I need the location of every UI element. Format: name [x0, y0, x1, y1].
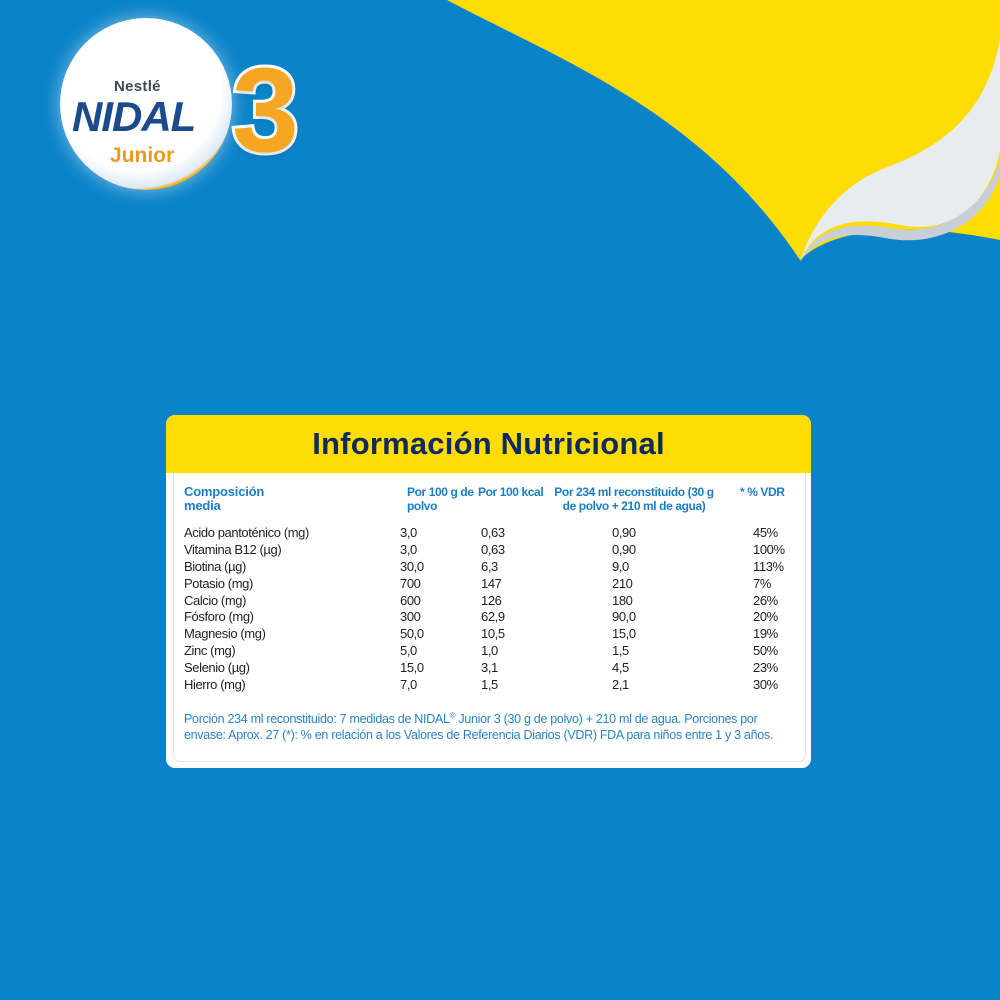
value-per-100g: 300: [400, 609, 421, 625]
logo-product-name: NIDAL: [72, 93, 196, 140]
nutrient-name: Calcio (mg): [184, 592, 247, 608]
value-vdr: 19%: [753, 626, 778, 642]
value-per-100kcal: 62,9: [481, 609, 505, 625]
nutrient-name: Selenio (µg): [184, 660, 250, 676]
value-vdr: 100%: [753, 541, 785, 557]
value-vdr: 113%: [753, 558, 784, 574]
nutrient-name: Fósforo (mg): [184, 609, 254, 625]
nutrition-title: Información Nutricional: [312, 426, 665, 461]
value-per-100g: 7,0: [400, 677, 417, 693]
table-row: [184, 558, 804, 575]
column-header-per-100kcal: Por 100 kcal: [478, 485, 544, 499]
nutrient-name: Potasio (mg): [184, 575, 253, 591]
footnote-text-part-1: Porción 234 ml reconstituido: 7 medidas de NIDAL: [184, 712, 450, 727]
serving-footnote: [184, 708, 799, 743]
value-vdr: 30%: [753, 677, 778, 693]
value-per-234ml: 2,1: [612, 677, 629, 693]
table-row: [184, 592, 804, 609]
nutrient-rows: [184, 524, 804, 693]
value-vdr: 23%: [753, 660, 778, 676]
table-row: [184, 642, 804, 659]
table-row: [184, 625, 804, 642]
brand-logo: [60, 18, 240, 198]
value-per-234ml: 0,90: [612, 525, 636, 540]
value-per-100kcal: 1,5: [481, 677, 498, 693]
value-per-100kcal: 0,63: [481, 525, 505, 540]
nutrition-facts-panel: [166, 415, 811, 768]
table-row: [184, 676, 804, 693]
value-per-100g: 700: [400, 575, 421, 591]
nutrient-name: Biotina (µg): [184, 558, 246, 574]
value-per-234ml: 180: [612, 592, 633, 608]
value-per-100g: 5,0: [400, 643, 417, 659]
registered-mark: ®: [449, 711, 456, 720]
value-per-100kcal: 0,63: [481, 541, 505, 557]
value-per-100g: 600: [400, 592, 421, 608]
value-per-100g: 50,0: [400, 626, 424, 642]
value-per-100kcal: 147: [481, 575, 502, 591]
table-row: [184, 575, 804, 592]
table-row: [184, 608, 804, 625]
nutrient-name: Zinc (mg): [184, 643, 236, 659]
logo-company: Nestlé: [114, 78, 161, 95]
stage-number: 3: [232, 43, 299, 177]
nutrition-table: [173, 473, 806, 762]
value-per-100kcal: 3,1: [481, 660, 498, 676]
value-per-100g: 3,0: [400, 525, 417, 540]
value-per-234ml: 90,0: [612, 609, 636, 625]
column-header-vdr: * % VDR: [740, 485, 785, 499]
value-vdr: 7%: [753, 575, 771, 591]
value-vdr: 50%: [753, 643, 778, 659]
table-row: [184, 659, 804, 676]
column-header-per-234ml: Por 234 ml reconstituido (30 g de polvo + 210 ml de agua): [554, 485, 714, 513]
value-vdr: 20%: [753, 609, 778, 625]
nutrition-header: [166, 415, 811, 473]
value-per-100kcal: 126: [481, 592, 502, 608]
value-per-234ml: 4,5: [612, 660, 629, 676]
nutrient-name: Hierro (mg): [184, 677, 246, 693]
nutrient-name: Magnesio (mg): [184, 626, 266, 642]
column-header-composition: Composición media: [184, 484, 265, 513]
value-per-100kcal: 6,3: [481, 558, 498, 574]
logo-product-line: Junior: [110, 144, 175, 167]
value-per-100g: 3,0: [400, 541, 417, 557]
value-vdr: 26%: [753, 592, 778, 608]
value-per-234ml: 0,90: [612, 541, 636, 557]
value-vdr: 45%: [753, 525, 778, 540]
value-per-234ml: 15,0: [612, 626, 636, 642]
table-row: [184, 541, 804, 558]
nutrient-name: Vitamina B12 (µg): [184, 541, 282, 557]
value-per-100kcal: 1,0: [481, 643, 498, 659]
value-per-234ml: 210: [612, 575, 633, 591]
value-per-100g: 30,0: [400, 558, 424, 574]
table-row: [184, 524, 804, 541]
nutrient-name: Acido pantoténico (mg): [184, 525, 309, 540]
value-per-234ml: 1,5: [612, 643, 629, 659]
value-per-234ml: 9,0: [612, 558, 629, 574]
footnote-text-part-2: Junior 3 (30 g de polvo) + 210 ml de agua. Porciones por envase: Aprox. 27 (*): % en relación a los Valores de Referencia Diarios (VDR) FDA para niños entre 1 y 3 años.: [184, 712, 773, 743]
value-per-100g: 15,0: [400, 660, 424, 676]
column-header-per-100g: Por 100 g de polvo: [407, 485, 474, 513]
value-per-100kcal: 10,5: [481, 626, 505, 642]
